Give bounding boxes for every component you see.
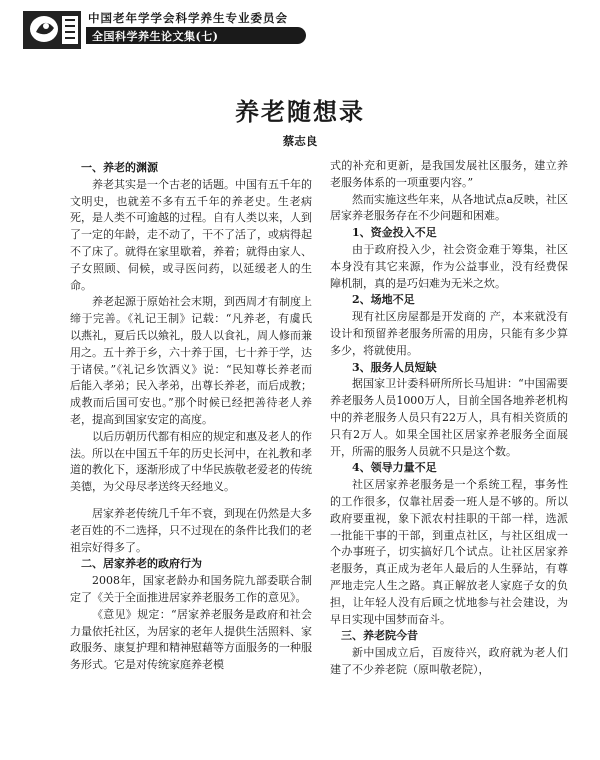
paragraph: 养老其实是一个古老的话题。中国有五千年的文明史，也就差不多有五千年的养老史。生老病死，是人类不可逾越的过程。自有人类以来，人到了一定的年龄，走不动了，干不了活了，或病得起不了床了。就得在家里歇着，养着；就得由家人、子女照顾、伺候，或寻医问药，以延缓老人的生命。 [70, 177, 312, 292]
section-heading-3: 三、养老院今昔 [341, 629, 418, 643]
subheading-1: 1、资金投入不足 [352, 226, 437, 240]
left-column [70, 160, 312, 674]
paragraph: 养老起源于原始社会末期，到西周才有制度上缔于完善。《礼记王制》记载：“凡养老，有虞氏以燕礼，夏后氏以飨礼，殷人以食礼，周人修而兼用之。五十养于乡，六十养于国，七十养于学，达于诸侯。”《礼记乡饮酒义》说：“民知尊长养老而后能入孝弟；民入孝弟，出尊长养老，而后成教；成教而后国可安也。”那个时候已经把善待老人养老，提高到国家安定的高度。 [70, 295, 312, 426]
emblem-logo [22, 8, 84, 52]
subheading-2: 2、场地不足 [352, 293, 415, 307]
article-title: 养老随想录 [235, 97, 365, 126]
section-heading-2: 二、居家养老的政府行为 [81, 557, 202, 571]
paragraph: 以后历朝历代都有相应的规定和惠及老人的作法。所以在中国五千年的历史长河中，在礼教和孝道的教化下，逐渐形成了中华民族敬老爱老的传统美德，为父母尽孝送终天经地义。 [70, 429, 312, 494]
paragraph: 2008年，国家老龄办和国务院九部委联合制定了《关于全面推进居家养老服务工作的意见》。 [70, 574, 312, 604]
collection-title: 全国科学养生论文集(七) [92, 30, 219, 43]
paragraph: 新中国成立后，百废待兴，政府就为老人们建了不少养老院（原叫敬老院）， [330, 646, 568, 676]
paragraph: 居家养老传统几千年不衰，到现在仍然是大多老百姓的不二选择，只不过现在的条件比我们的老祖宗好得多了。 [70, 506, 312, 554]
paragraph: 社区居家养老服务是一个系统工程，事务性的工作很多，仅靠社居委一班人是不够的。所以政府要重视，象下派农村挂职的干部一样，选派一批能干事的干部，到重点社区，与社区组成一个办事班子，切实搞好几个试点。让社区居家养老服务，真正成为老年人最后的人生驿站，有尊严地走完人生之路。真正解放老人家庭子女的负担，让年轻人没有后顾之忧地参与社会建设，为早日实现中国梦而奋斗。 [330, 478, 568, 626]
subheading-3: 3、服务人员短缺 [352, 360, 437, 374]
paragraph: 《意见》规定：“居家养老服务是政府和社会力量依托社区，为居家的老年人提供生活照料、家政服务、康复护理和精神慰藉等方面服务的一种服务形式。它是对传统家庭养老模 [70, 607, 312, 672]
organization-header: 中国老年学学会科学养生专业委员会 [88, 11, 288, 25]
section-heading-1: 一、养老的渊源 [81, 161, 158, 174]
paragraph: 据国家卫计委科研所所长马旭讲：“中国需要养老服务人员1000万人，目前全国各地养老机构中的养老服务人员只有22万人，具有相关资质的只有2万人。如果全国社区居家养老服务全面展开，所需的服务人员就不只是这个数。 [330, 377, 568, 458]
paragraph: 然而实施这些年来，从各地试点a反映，社区居家养老服务存在不少问题和困难。 [330, 192, 568, 223]
paragraph: 由于政府投入少，社会资金难于筹集，社区本身没有其它来源，作为公益事业，没有经费保障机制，真的是巧妇难为无米之炊。 [330, 242, 568, 290]
paragraph: 式的补充和更新，是我国发展社区服务，建立养老服务体系的一项重要内容。” [330, 159, 568, 189]
paragraph: 现有社区房屋都是开发商的 产，本来就没有设计和预留养老服务所需的用房，只能有多少算多少，将就使用。 [330, 310, 568, 357]
right-column [330, 158, 568, 679]
subheading-4: 4、领导力量不足 [352, 461, 437, 475]
article-author: 蔡志良 [282, 134, 318, 148]
